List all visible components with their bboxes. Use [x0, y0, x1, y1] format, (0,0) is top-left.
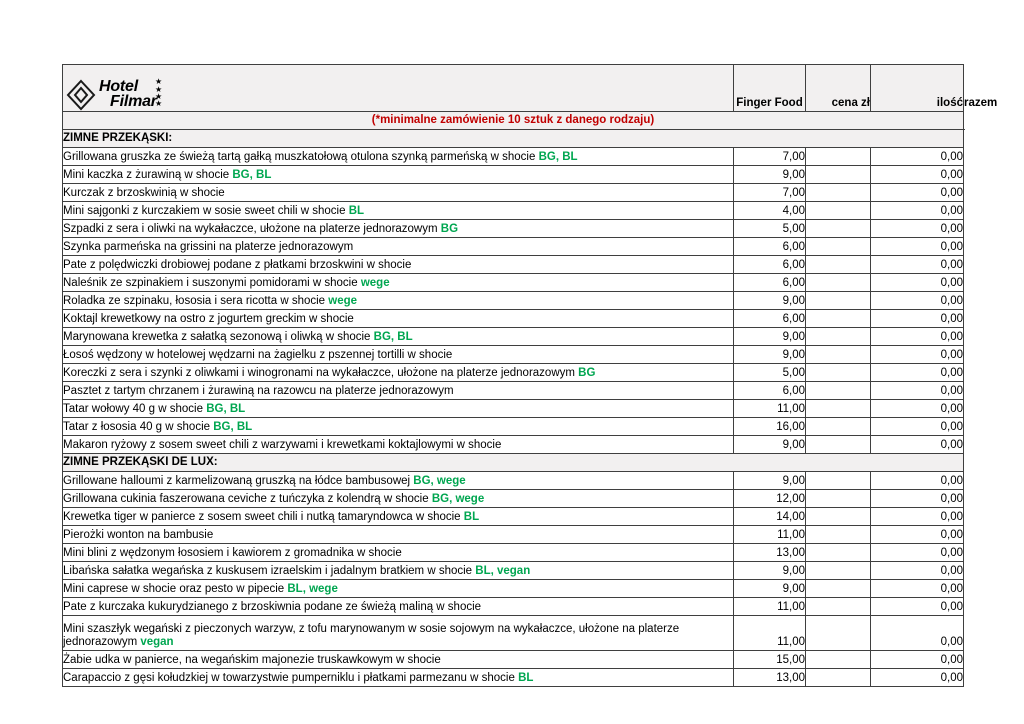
- item-description: Libańska sałatka wegańska z kuskusem izraelskim i jadalnym bratkiem w shocie BL, vegan: [63, 562, 734, 580]
- item-total: 0,00: [871, 220, 964, 238]
- item-description: Krewetka tiger w panierce z sosem sweet chili i nutką tamaryndowca w shocie BL: [63, 508, 734, 526]
- diamond-logo-icon: [66, 79, 96, 111]
- item-description: Mini blini z wędzonym łososiem i kawiorem z gromadnika w shocie: [63, 544, 734, 562]
- item-description: Kurczak z brzoskwinią w shocie: [63, 184, 734, 202]
- menu-sheet: [62, 64, 998, 687]
- item-total: 0,00: [871, 166, 964, 184]
- item-quantity-input[interactable]: [806, 562, 871, 580]
- item-description: Makaron ryżowy z sosem sweet chili z warzywami i krewetkami koktajlowymi w shocie: [63, 436, 734, 454]
- item-description: Grillowana cukinia faszerowana ceviche z tuńczyka z kolendrą w shocie BG, wege: [63, 490, 734, 508]
- item-description: Tatar wołowy 40 g w shocie BG, BL: [63, 400, 734, 418]
- item-total: 0,00: [871, 148, 964, 166]
- item-description: Łosoś wędzony w hotelowej wędzarni na żagielku z pszennej tortilli w shocie: [63, 346, 734, 364]
- item-description: Mini kaczka z żurawiną w shocie BG, BL: [63, 166, 734, 184]
- item-price: 14,00: [734, 508, 806, 526]
- item-total: 0,00: [871, 651, 964, 669]
- table-row[interactable]: [63, 364, 964, 382]
- item-description: Koktajl krewetkowy na ostro z jogurtem greckim w shocie: [63, 310, 734, 328]
- item-description: Pierożki wonton na bambusie: [63, 526, 734, 544]
- item-quantity-input[interactable]: [806, 400, 871, 418]
- table-row[interactable]: [63, 400, 964, 418]
- item-quantity-input[interactable]: [806, 328, 871, 346]
- item-total: 0,00: [871, 274, 964, 292]
- item-price: 15,00: [734, 651, 806, 669]
- item-price: 6,00: [734, 310, 806, 328]
- item-description: Szynka parmeńska na grissini na platerze jednorazowym: [63, 238, 734, 256]
- item-quantity-input[interactable]: [806, 580, 871, 598]
- item-total: 0,00: [871, 508, 964, 526]
- item-price: 9,00: [734, 472, 806, 490]
- hotel-logo: [63, 65, 734, 112]
- item-total: 0,00: [871, 669, 964, 687]
- item-price: 12,00: [734, 490, 806, 508]
- item-total: 0,00: [871, 382, 964, 400]
- item-quantity-input[interactable]: [806, 202, 871, 220]
- item-description: Żabie udka w panierce, na wegańskim majonezie truskawkowym w shocie: [63, 651, 734, 669]
- table-row[interactable]: [63, 669, 964, 687]
- table-row[interactable]: [63, 490, 964, 508]
- item-price: 11,00: [734, 616, 806, 651]
- item-price: 9,00: [734, 166, 806, 184]
- item-price: 9,00: [734, 346, 806, 364]
- table-row[interactable]: [63, 274, 964, 292]
- table-row[interactable]: [63, 382, 964, 400]
- item-price: 16,00: [734, 418, 806, 436]
- item-quantity-input[interactable]: [806, 526, 871, 544]
- item-total: 0,00: [871, 202, 964, 220]
- table-row[interactable]: [63, 472, 964, 490]
- item-total: 0,00: [871, 562, 964, 580]
- table-row[interactable]: [63, 616, 964, 651]
- item-price: 9,00: [734, 436, 806, 454]
- item-description: Pasztet z tartym chrzanem i żurawiną na razowcu na platerze jednorazowym: [63, 382, 734, 400]
- minimum-order-note: (*minimalne zamówienie 10 sztuk z danego rodzaju): [63, 112, 964, 130]
- item-quantity-input[interactable]: [806, 490, 871, 508]
- item-price: 7,00: [734, 148, 806, 166]
- item-description: Szpadki z sera i oliwki na wykałaczce, ułożone na platerze jednorazowym BG: [63, 220, 734, 238]
- item-quantity-input[interactable]: [806, 274, 871, 292]
- table-row[interactable]: [63, 202, 964, 220]
- item-quantity-input[interactable]: [806, 166, 871, 184]
- item-total: 0,00: [871, 580, 964, 598]
- item-total: 0,00: [871, 328, 964, 346]
- item-price: 6,00: [734, 256, 806, 274]
- item-description: Grillowana gruszka ze świeżą tartą gałką muszkatołową otulona szynką parmeńską w shocie BG, BL: [63, 148, 734, 166]
- item-price: 6,00: [734, 382, 806, 400]
- item-quantity-input[interactable]: [806, 598, 871, 616]
- logo-stars: ★ ★ ★ ★: [155, 77, 164, 109]
- item-price: 7,00: [734, 184, 806, 202]
- item-description: Mini szaszłyk wegański z pieczonych warzyw, z tofu marynowanym w sosie sojowym na wykałaczce, ułożone na platerze jednorazowym vegan: [63, 616, 734, 651]
- item-quantity-input[interactable]: [806, 238, 871, 256]
- table-row[interactable]: [63, 292, 964, 310]
- item-quantity-input[interactable]: [806, 292, 871, 310]
- item-total: 0,00: [871, 292, 964, 310]
- column-header-quantity: ilość: [871, 65, 964, 112]
- table-row[interactable]: [63, 148, 964, 166]
- item-total: 0,00: [871, 256, 964, 274]
- table-row[interactable]: [63, 310, 964, 328]
- item-description: Naleśnik ze szpinakiem i suszonymi pomidorami w shocie wege: [63, 274, 734, 292]
- item-quantity-input[interactable]: [806, 310, 871, 328]
- table-row[interactable]: [63, 418, 964, 436]
- item-quantity-input[interactable]: [806, 184, 871, 202]
- item-price: 9,00: [734, 292, 806, 310]
- table-row[interactable]: [63, 598, 964, 616]
- section-header-row: [63, 454, 964, 472]
- item-quantity-input[interactable]: [806, 364, 871, 382]
- table-row[interactable]: [63, 508, 964, 526]
- item-price: 13,00: [734, 544, 806, 562]
- section-header-row: [63, 130, 964, 148]
- item-price: 9,00: [734, 328, 806, 346]
- item-total: 0,00: [871, 436, 964, 454]
- logo-name-line1: Hotel: [99, 78, 139, 96]
- table-row[interactable]: [63, 526, 964, 544]
- item-quantity-input[interactable]: [806, 651, 871, 669]
- table-row[interactable]: [63, 562, 964, 580]
- item-description: Pate z polędwiczki drobiowej podane z płatkami brzoskwini w shocie: [63, 256, 734, 274]
- item-total: 0,00: [871, 184, 964, 202]
- item-total: 0,00: [871, 472, 964, 490]
- item-price: 4,00: [734, 202, 806, 220]
- table-row[interactable]: [63, 544, 964, 562]
- item-total: 0,00: [871, 490, 964, 508]
- item-total: 0,00: [871, 310, 964, 328]
- finger-food-table: [62, 64, 998, 687]
- item-quantity-input[interactable]: [806, 669, 871, 687]
- item-description: Koreczki z sera i szynki z oliwkami i winogronami na wykałaczce, ułożone na platerze jednorazowym BG: [63, 364, 734, 382]
- item-description: Mini sajgonki z kurczakiem w sosie sweet chili w shocie BL: [63, 202, 734, 220]
- item-total: 0,00: [871, 346, 964, 364]
- section-title: ZIMNE PRZEKĄSKI:: [63, 130, 964, 148]
- item-price: 6,00: [734, 238, 806, 256]
- item-total: 0,00: [871, 526, 964, 544]
- item-price: 9,00: [734, 562, 806, 580]
- item-price: 9,00: [734, 580, 806, 598]
- item-price: 5,00: [734, 364, 806, 382]
- item-quantity-input[interactable]: [806, 220, 871, 238]
- item-total: 0,00: [871, 598, 964, 616]
- item-description: Marynowana krewetka z sałatką sezonową i oliwką w shocie BG, BL: [63, 328, 734, 346]
- table-row[interactable]: [63, 436, 964, 454]
- table-body: [63, 65, 998, 687]
- item-total: 0,00: [871, 238, 964, 256]
- item-description: Roladka ze szpinaku, łososia i sera ricotta w shocie wege: [63, 292, 734, 310]
- minimum-order-note-row: [63, 112, 964, 130]
- item-total: 0,00: [871, 418, 964, 436]
- column-header-price: cena zł: [806, 65, 871, 112]
- item-quantity-input[interactable]: [806, 256, 871, 274]
- item-price: 11,00: [734, 598, 806, 616]
- table-row[interactable]: [63, 256, 964, 274]
- table-row[interactable]: [63, 166, 964, 184]
- table-header-row: Hotel Filmar ★ ★ ★ ★ Finger Food cena zł ilość razem: [63, 65, 964, 112]
- item-quantity-input[interactable]: [806, 346, 871, 364]
- item-price: 5,00: [734, 220, 806, 238]
- item-total: 0,00: [871, 364, 964, 382]
- item-quantity-input[interactable]: [806, 472, 871, 490]
- item-total: 0,00: [871, 616, 964, 651]
- page-title: Finger Food: [734, 65, 806, 112]
- item-quantity-input[interactable]: [806, 544, 871, 562]
- item-total: 0,00: [871, 544, 964, 562]
- table-row[interactable]: [63, 651, 964, 669]
- item-quantity-input[interactable]: [806, 436, 871, 454]
- item-quantity-input[interactable]: [806, 508, 871, 526]
- item-quantity-input[interactable]: [806, 418, 871, 436]
- item-price: 13,00: [734, 669, 806, 687]
- table-row[interactable]: [63, 238, 964, 256]
- table-row[interactable]: [63, 328, 964, 346]
- item-description: Grillowane halloumi z karmelizowaną gruszką na łódce bambusowej BG, wege: [63, 472, 734, 490]
- logo-name-line2: Filmar: [110, 93, 157, 110]
- item-description: Tatar z łososia 40 g w shocie BG, BL: [63, 418, 734, 436]
- item-description: Mini caprese w shocie oraz pesto w pipecie BL, wege: [63, 580, 734, 598]
- item-total: 0,00: [871, 400, 964, 418]
- item-quantity-input[interactable]: [806, 148, 871, 166]
- table-row[interactable]: [63, 220, 964, 238]
- item-quantity-input[interactable]: [806, 616, 871, 651]
- table-row[interactable]: [63, 346, 964, 364]
- item-price: 6,00: [734, 274, 806, 292]
- table-row[interactable]: [63, 580, 964, 598]
- item-price: 11,00: [734, 526, 806, 544]
- item-quantity-input[interactable]: [806, 382, 871, 400]
- table-row[interactable]: [63, 184, 964, 202]
- item-price: 11,00: [734, 400, 806, 418]
- item-description: Carapaccio z gęsi kołudzkiej w towarzystwie pumperniklu i płatkami parmezanu w shocie BL: [63, 669, 734, 687]
- section-title: ZIMNE PRZEKĄSKI DE LUX:: [63, 454, 964, 472]
- item-description: Pate z kurczaka kukurydzianego z brzoskiwnia podane ze świeżą maliną w shocie: [63, 598, 734, 616]
